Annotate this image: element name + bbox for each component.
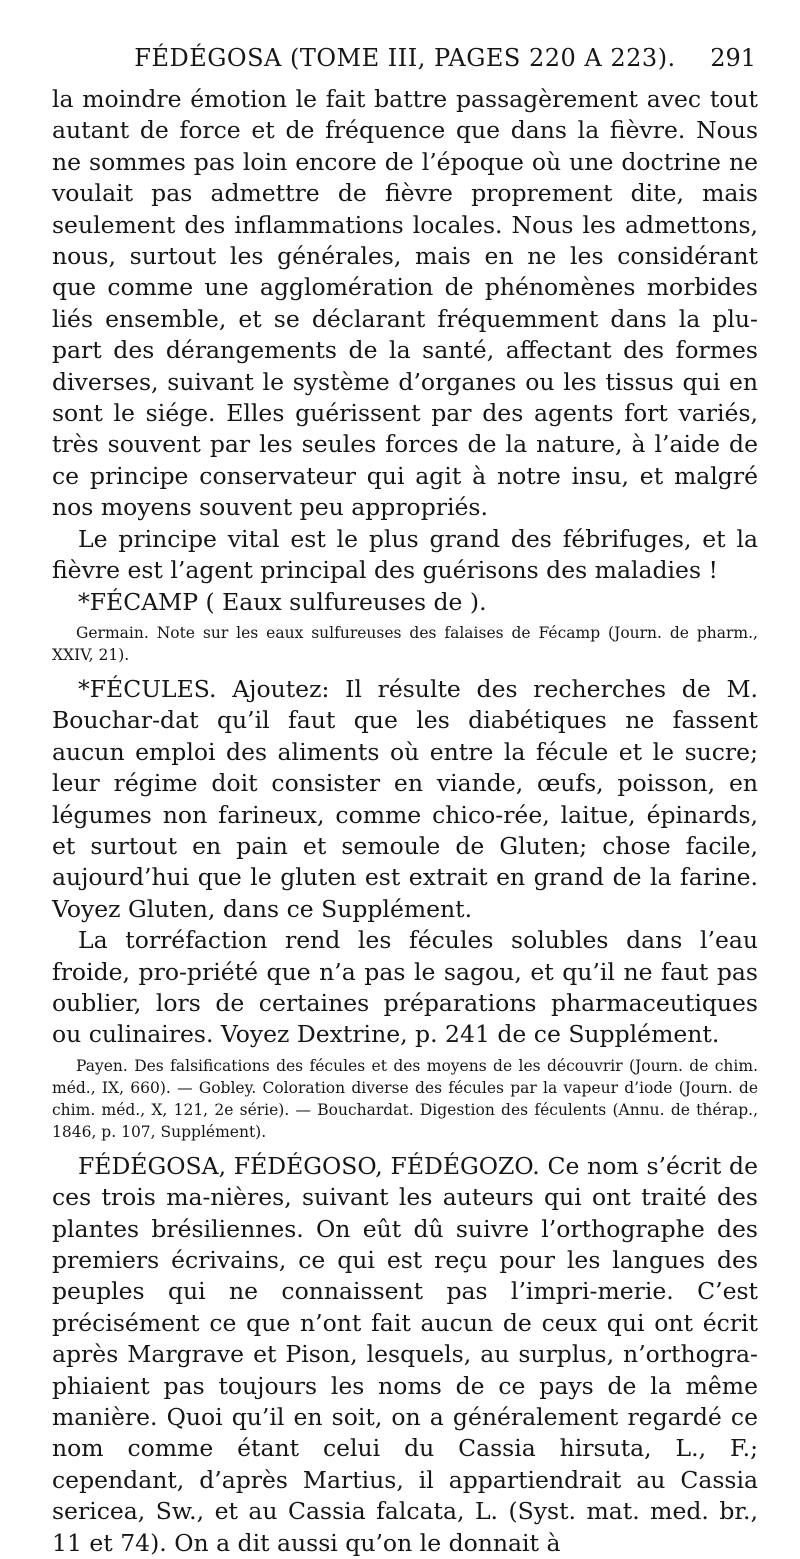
running-title: FÉDÉGOSA (TOME III, PAGES 220 A 223). (134, 44, 676, 72)
paragraph-principe-vital: Le principe vital est le plus grand des fébrifuges, et la fièvre est l’agent principal des guérisons des maladies ! (52, 524, 758, 585)
page-number: 291 (710, 44, 756, 72)
entry-fecules: *FÉCULES. Ajoutez: Il résulte des recherches de M. Bouchar-dat qu’il faut que les diabétiques ne fassent aucun emploi des aliments où entre la fécule et le sucre; leur régime doit consister en viande, œufs, poisson, en légumes non farineux, comme chico-rée, laitue, épinards, et surtout en pain et semoule de Gluten; chose facile, aujourd’hui que le gluten est extrait en grand de la farine. Voyez Gluten, dans ce Supplément. (52, 674, 758, 923)
entry-fedegosa: FÉDÉGOSA, FÉDÉGOSO, FÉDÉGOZO. Ce nom s’écrit de ces trois ma-nières, suivant les auteurs qui ont traité des plantes brésiliennes. On eût dû suivre l’orthographe des premiers écrivains, ce qui est reçu pour les langues des peuples qui ne connaissent pas l’impri-merie. C’est précisément ce que n’ont fait aucun de ceux qui ont écrit après Margrave et Pison, lesquels, au surplus, n’orthogra-phiaient pas toujours les noms de ce pays de la même manière. Quoi qu’il en soit, on a généralement regardé ce nom comme étant celui du Cassia hirsuta, L., F.; cependant, d’après Martius, il appartiendrait au Cassia sericea, Sw., et au Cassia falcata, L. (Syst. mat. med. br., 11 et 74). On a dit aussi qu’on le donnait à (52, 1151, 758, 1557)
document-page (52, 44, 758, 1559)
note-fecules-references: Payen. Des falsifications des fécules et des moyens de les découvrir (Journ. de chim. méd., IX, 660). — Gobley. Coloration diverse des fécules par la vapeur d’iode (Journ. de chim. méd., X, 121, 2e série). — Bouchardat. Digestion des féculents (Annu. de thérap., 1846, p. 107, Supplément). (52, 1056, 758, 1141)
paragraph-torrefaction: La torréfaction rend les fécules solubles dans l’eau froide, pro-priété que n’a pas le sagou, et qu’il ne faut pas oublier, lors de certaines préparations pharmaceutiques ou culinaires. Voyez Dextrine, p. 241 de ce Supplément. (52, 926, 758, 1049)
page-header (52, 44, 758, 84)
entry-fecamp: *FÉCAMP ( Eaux sulfureuses de ). (78, 587, 487, 616)
paragraph-fievre-continuation: la moindre émotion le fait battre passagèrement avec tout autant de force et de fréquence que dans la fièvre. Nous ne sommes pas loin encore de l’époque où une doctrine ne voulait pas admettre de fièvre proprement dite, mais seulement des inflammations locales. Nous les admettons, nous, surtout les générales, mais en ne les considérant que comme une agglomération de phénomènes morbides liés ensemble, et se déclarant fréquemment dans la plu-part des dérangements de la santé, affectant des formes diverses, suivant le système d’organes ou les tissus qui en sont le siége. Elles guérissent par des agents fort variés, très souvent par les seules forces de la nature, à l’aide de ce principe conservateur qui agit à notre insu, et malgré nos moyens souvent peu appropriés. (52, 85, 758, 522)
note-fecamp-reference: Germain. Note sur les eaux sulfureuses des falaises de Fécamp (Journ. de pharm., XXIV, 21). (52, 623, 758, 664)
body-text (52, 84, 758, 1559)
